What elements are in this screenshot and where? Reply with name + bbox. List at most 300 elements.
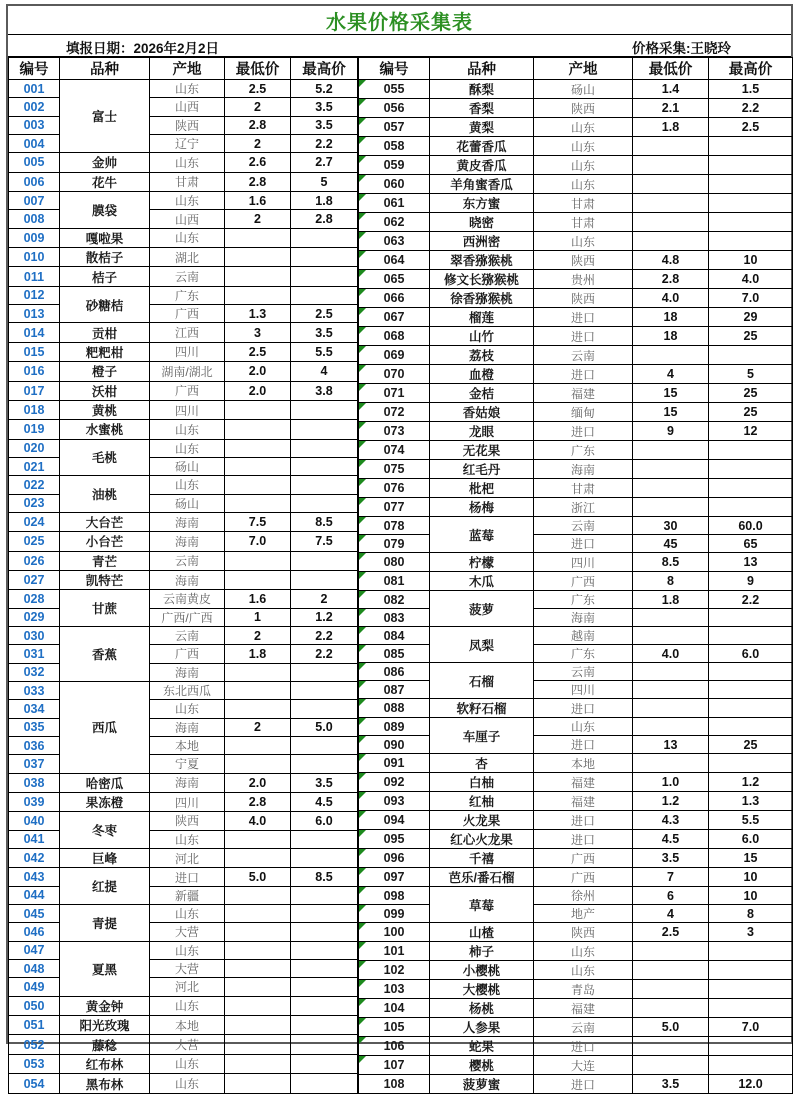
variety-cell[interactable]: 粑粑柑 bbox=[60, 342, 150, 361]
origin-cell[interactable]: 进口 bbox=[534, 365, 633, 384]
row-id-cell[interactable]: 039 bbox=[9, 792, 60, 811]
row-id-cell[interactable]: 077 bbox=[359, 498, 430, 517]
variety-cell[interactable]: 黑布林 bbox=[60, 1074, 150, 1094]
max-price-cell[interactable]: 60.0 bbox=[709, 517, 793, 535]
origin-cell[interactable]: 山东 bbox=[150, 905, 225, 923]
row-id-cell[interactable]: 107 bbox=[359, 1056, 430, 1075]
min-price-cell[interactable] bbox=[633, 1056, 709, 1075]
origin-cell[interactable]: 云南 bbox=[150, 551, 225, 570]
origin-cell[interactable]: 广东 bbox=[534, 645, 633, 663]
max-price-cell[interactable] bbox=[291, 941, 358, 959]
origin-cell[interactable]: 辽宁 bbox=[150, 134, 225, 152]
max-price-cell[interactable] bbox=[291, 663, 358, 681]
row-id-cell[interactable]: 014 bbox=[9, 323, 60, 342]
row-id-cell[interactable]: 086 bbox=[359, 663, 430, 681]
row-id-cell[interactable]: 095 bbox=[359, 830, 430, 849]
origin-cell[interactable]: 大营 bbox=[150, 959, 225, 977]
min-price-cell[interactable]: 4.0 bbox=[225, 812, 291, 830]
row-id-cell[interactable]: 080 bbox=[359, 553, 430, 572]
variety-cell[interactable]: 凤梨 bbox=[430, 627, 534, 663]
variety-cell[interactable]: 柿子 bbox=[430, 942, 534, 961]
origin-cell[interactable]: 广东 bbox=[534, 591, 633, 609]
row-id-cell[interactable]: 103 bbox=[359, 980, 430, 999]
row-id-cell[interactable]: 088 bbox=[359, 699, 430, 718]
origin-cell[interactable]: 山东 bbox=[150, 941, 225, 959]
min-price-cell[interactable] bbox=[633, 609, 709, 627]
row-id-cell[interactable]: 029 bbox=[9, 608, 60, 626]
max-price-cell[interactable]: 5 bbox=[291, 172, 358, 191]
max-price-cell[interactable] bbox=[709, 942, 793, 961]
variety-cell[interactable]: 山竹 bbox=[430, 327, 534, 346]
variety-cell[interactable]: 青提 bbox=[60, 905, 150, 942]
min-price-cell[interactable] bbox=[633, 156, 709, 175]
row-id-cell[interactable]: 072 bbox=[359, 403, 430, 422]
origin-cell[interactable]: 山东 bbox=[534, 175, 633, 194]
variety-cell[interactable]: 毛桃 bbox=[60, 439, 150, 476]
min-price-cell[interactable] bbox=[633, 942, 709, 961]
max-price-cell[interactable]: 4.5 bbox=[291, 792, 358, 811]
row-id-cell[interactable]: 083 bbox=[359, 609, 430, 627]
max-price-cell[interactable]: 10 bbox=[709, 868, 793, 887]
origin-cell[interactable]: 山东 bbox=[150, 1074, 225, 1094]
max-price-cell[interactable]: 2.5 bbox=[291, 305, 358, 323]
min-price-cell[interactable]: 1.8 bbox=[633, 118, 709, 137]
max-price-cell[interactable] bbox=[709, 1037, 793, 1056]
row-id-cell[interactable]: 104 bbox=[359, 999, 430, 1018]
min-price-cell[interactable] bbox=[225, 286, 291, 304]
max-price-cell[interactable]: 8.5 bbox=[291, 512, 358, 531]
origin-cell[interactable]: 陕西 bbox=[534, 289, 633, 308]
variety-cell[interactable]: 蛇果 bbox=[430, 1037, 534, 1056]
origin-cell[interactable]: 山东 bbox=[150, 80, 225, 98]
variety-cell[interactable]: 山楂 bbox=[430, 923, 534, 942]
min-price-cell[interactable]: 1.2 bbox=[633, 792, 709, 811]
row-id-cell[interactable]: 025 bbox=[9, 532, 60, 551]
origin-cell[interactable]: 广西 bbox=[150, 381, 225, 400]
row-id-cell[interactable]: 018 bbox=[9, 400, 60, 419]
row-id-cell[interactable]: 019 bbox=[9, 420, 60, 439]
variety-cell[interactable]: 软籽石榴 bbox=[430, 699, 534, 718]
origin-cell[interactable]: 山东 bbox=[150, 153, 225, 172]
max-price-cell[interactable] bbox=[709, 609, 793, 627]
max-price-cell[interactable] bbox=[709, 441, 793, 460]
origin-cell[interactable]: 山东 bbox=[150, 420, 225, 439]
row-id-cell[interactable]: 069 bbox=[359, 346, 430, 365]
max-price-cell[interactable] bbox=[709, 460, 793, 479]
variety-cell[interactable]: 油桃 bbox=[60, 476, 150, 513]
origin-cell[interactable]: 河北 bbox=[150, 978, 225, 996]
max-price-cell[interactable]: 1.2 bbox=[291, 608, 358, 626]
max-price-cell[interactable] bbox=[291, 978, 358, 996]
origin-cell[interactable]: 福建 bbox=[534, 773, 633, 792]
origin-cell[interactable]: 山东 bbox=[534, 156, 633, 175]
origin-cell[interactable]: 海南 bbox=[150, 773, 225, 792]
min-price-cell[interactable]: 2.0 bbox=[225, 362, 291, 381]
max-price-cell[interactable]: 3.5 bbox=[291, 773, 358, 792]
max-price-cell[interactable]: 1.5 bbox=[709, 80, 793, 99]
row-id-cell[interactable]: 100 bbox=[359, 923, 430, 942]
origin-cell[interactable]: 山东 bbox=[150, 439, 225, 457]
min-price-cell[interactable] bbox=[633, 961, 709, 980]
max-price-cell[interactable] bbox=[291, 736, 358, 754]
row-id-cell[interactable]: 079 bbox=[359, 535, 430, 553]
row-id-cell[interactable]: 058 bbox=[359, 137, 430, 156]
min-price-cell[interactable] bbox=[225, 551, 291, 570]
min-price-cell[interactable] bbox=[225, 248, 291, 267]
variety-cell[interactable]: 砂糖桔 bbox=[60, 286, 150, 323]
variety-cell[interactable]: 富士 bbox=[60, 80, 150, 153]
min-price-cell[interactable] bbox=[633, 999, 709, 1018]
row-id-cell[interactable]: 046 bbox=[9, 923, 60, 941]
min-price-cell[interactable]: 1 bbox=[225, 608, 291, 626]
origin-cell[interactable]: 进口 bbox=[150, 868, 225, 886]
origin-cell[interactable]: 进口 bbox=[534, 811, 633, 830]
origin-cell[interactable]: 砀山 bbox=[150, 494, 225, 512]
variety-cell[interactable]: 西洲密 bbox=[430, 232, 534, 251]
variety-cell[interactable]: 藤稔 bbox=[60, 1035, 150, 1054]
row-id-cell[interactable]: 052 bbox=[9, 1035, 60, 1054]
max-price-cell[interactable]: 8.5 bbox=[291, 868, 358, 886]
max-price-cell[interactable]: 2.7 bbox=[291, 153, 358, 172]
row-id-cell[interactable]: 056 bbox=[359, 99, 430, 118]
min-price-cell[interactable] bbox=[633, 479, 709, 498]
min-price-cell[interactable] bbox=[225, 848, 291, 867]
row-id-cell[interactable]: 106 bbox=[359, 1037, 430, 1056]
origin-cell[interactable]: 东北西瓜 bbox=[150, 681, 225, 699]
min-price-cell[interactable]: 1.0 bbox=[633, 773, 709, 792]
row-id-cell[interactable]: 034 bbox=[9, 700, 60, 718]
variety-cell[interactable]: 千禧 bbox=[430, 849, 534, 868]
origin-cell[interactable]: 甘肃 bbox=[534, 194, 633, 213]
origin-cell[interactable]: 浙江 bbox=[534, 498, 633, 517]
variety-cell[interactable]: 红心火龙果 bbox=[430, 830, 534, 849]
max-price-cell[interactable] bbox=[291, 439, 358, 457]
origin-cell[interactable]: 云南 bbox=[534, 346, 633, 365]
max-price-cell[interactable]: 3.5 bbox=[291, 98, 358, 116]
origin-cell[interactable]: 海南 bbox=[534, 460, 633, 479]
row-id-cell[interactable]: 068 bbox=[359, 327, 430, 346]
max-price-cell[interactable] bbox=[291, 476, 358, 494]
origin-cell[interactable]: 大连 bbox=[534, 1056, 633, 1075]
variety-cell[interactable]: 车厘子 bbox=[430, 718, 534, 754]
min-price-cell[interactable] bbox=[225, 941, 291, 959]
origin-cell[interactable]: 山东 bbox=[150, 1054, 225, 1073]
max-price-cell[interactable]: 2.2 bbox=[291, 626, 358, 644]
min-price-cell[interactable]: 3.5 bbox=[633, 1075, 709, 1094]
min-price-cell[interactable] bbox=[225, 886, 291, 904]
min-price-cell[interactable]: 2.8 bbox=[225, 792, 291, 811]
origin-cell[interactable]: 进口 bbox=[534, 1037, 633, 1056]
min-price-cell[interactable] bbox=[225, 755, 291, 773]
min-price-cell[interactable]: 4 bbox=[633, 365, 709, 384]
origin-cell[interactable]: 本地 bbox=[150, 736, 225, 754]
origin-cell[interactable]: 进口 bbox=[534, 327, 633, 346]
variety-cell[interactable]: 香姑娘 bbox=[430, 403, 534, 422]
max-price-cell[interactable] bbox=[291, 267, 358, 286]
variety-cell[interactable]: 杏 bbox=[430, 754, 534, 773]
row-id-cell[interactable]: 066 bbox=[359, 289, 430, 308]
row-id-cell[interactable]: 044 bbox=[9, 886, 60, 904]
origin-cell[interactable]: 湖北 bbox=[150, 248, 225, 267]
max-price-cell[interactable] bbox=[291, 1054, 358, 1073]
max-price-cell[interactable] bbox=[291, 905, 358, 923]
min-price-cell[interactable] bbox=[633, 754, 709, 773]
row-id-cell[interactable]: 026 bbox=[9, 551, 60, 570]
min-price-cell[interactable] bbox=[225, 905, 291, 923]
row-id-cell[interactable]: 093 bbox=[359, 792, 430, 811]
origin-cell[interactable]: 广西 bbox=[534, 849, 633, 868]
variety-cell[interactable]: 红毛丹 bbox=[430, 460, 534, 479]
variety-cell[interactable]: 蓝莓 bbox=[430, 517, 534, 553]
variety-cell[interactable]: 红柚 bbox=[430, 792, 534, 811]
max-price-cell[interactable] bbox=[709, 681, 793, 699]
variety-cell[interactable]: 冬枣 bbox=[60, 812, 150, 849]
row-id-cell[interactable]: 070 bbox=[359, 365, 430, 384]
min-price-cell[interactable] bbox=[225, 457, 291, 475]
min-price-cell[interactable] bbox=[225, 439, 291, 457]
origin-cell[interactable]: 云南 bbox=[534, 1018, 633, 1037]
min-price-cell[interactable]: 9 bbox=[633, 422, 709, 441]
row-id-cell[interactable]: 085 bbox=[359, 645, 430, 663]
row-id-cell[interactable]: 020 bbox=[9, 439, 60, 457]
origin-cell[interactable]: 广西 bbox=[150, 305, 225, 323]
min-price-cell[interactable]: 4.8 bbox=[633, 251, 709, 270]
min-price-cell[interactable]: 1.6 bbox=[225, 590, 291, 608]
min-price-cell[interactable]: 7.5 bbox=[225, 512, 291, 531]
variety-cell[interactable]: 酥梨 bbox=[430, 80, 534, 99]
row-id-cell[interactable]: 037 bbox=[9, 755, 60, 773]
min-price-cell[interactable] bbox=[225, 1074, 291, 1094]
variety-cell[interactable]: 芭乐/番石榴 bbox=[430, 868, 534, 887]
min-price-cell[interactable]: 45 bbox=[633, 535, 709, 553]
row-id-cell[interactable]: 012 bbox=[9, 286, 60, 304]
origin-cell[interactable]: 云南 bbox=[150, 626, 225, 644]
variety-cell[interactable]: 菠萝蜜 bbox=[430, 1075, 534, 1094]
max-price-cell[interactable] bbox=[709, 479, 793, 498]
min-price-cell[interactable] bbox=[225, 996, 291, 1015]
origin-cell[interactable]: 进口 bbox=[534, 736, 633, 754]
max-price-cell[interactable]: 25 bbox=[709, 384, 793, 403]
origin-cell[interactable]: 广东 bbox=[150, 286, 225, 304]
max-price-cell[interactable] bbox=[709, 175, 793, 194]
origin-cell[interactable]: 地产 bbox=[534, 905, 633, 923]
max-price-cell[interactable] bbox=[291, 570, 358, 589]
row-id-cell[interactable]: 087 bbox=[359, 681, 430, 699]
max-price-cell[interactable]: 6.0 bbox=[709, 645, 793, 663]
max-price-cell[interactable]: 5 bbox=[709, 365, 793, 384]
origin-cell[interactable]: 海南 bbox=[534, 609, 633, 627]
min-price-cell[interactable] bbox=[633, 346, 709, 365]
row-id-cell[interactable]: 041 bbox=[9, 830, 60, 848]
origin-cell[interactable]: 福建 bbox=[534, 999, 633, 1018]
row-id-cell[interactable]: 099 bbox=[359, 905, 430, 923]
min-price-cell[interactable]: 1.4 bbox=[633, 80, 709, 99]
min-price-cell[interactable] bbox=[633, 175, 709, 194]
origin-cell[interactable]: 山东 bbox=[534, 718, 633, 736]
row-id-cell[interactable]: 108 bbox=[359, 1075, 430, 1094]
origin-cell[interactable]: 甘肃 bbox=[150, 172, 225, 191]
max-price-cell[interactable]: 15 bbox=[709, 849, 793, 868]
origin-cell[interactable]: 陕西 bbox=[534, 251, 633, 270]
row-id-cell[interactable]: 084 bbox=[359, 627, 430, 645]
max-price-cell[interactable]: 13 bbox=[709, 553, 793, 572]
origin-cell[interactable]: 云南 bbox=[150, 267, 225, 286]
max-price-cell[interactable]: 25 bbox=[709, 403, 793, 422]
origin-cell[interactable]: 大营 bbox=[150, 923, 225, 941]
min-price-cell[interactable] bbox=[225, 1035, 291, 1054]
origin-cell[interactable]: 四川 bbox=[534, 681, 633, 699]
variety-cell[interactable]: 菠萝 bbox=[430, 591, 534, 627]
row-id-cell[interactable]: 076 bbox=[359, 479, 430, 498]
row-id-cell[interactable]: 013 bbox=[9, 305, 60, 323]
origin-cell[interactable]: 本地 bbox=[534, 754, 633, 773]
row-id-cell[interactable]: 040 bbox=[9, 812, 60, 830]
row-id-cell[interactable]: 024 bbox=[9, 512, 60, 531]
row-id-cell[interactable]: 011 bbox=[9, 267, 60, 286]
origin-cell[interactable]: 山东 bbox=[150, 830, 225, 848]
row-id-cell[interactable]: 081 bbox=[359, 572, 430, 591]
min-price-cell[interactable] bbox=[225, 700, 291, 718]
origin-cell[interactable]: 山东 bbox=[534, 942, 633, 961]
max-price-cell[interactable] bbox=[709, 498, 793, 517]
min-price-cell[interactable] bbox=[633, 663, 709, 681]
origin-cell[interactable]: 广西 bbox=[534, 572, 633, 591]
variety-cell[interactable]: 黄梨 bbox=[430, 118, 534, 137]
min-price-cell[interactable] bbox=[633, 681, 709, 699]
origin-cell[interactable]: 广西 bbox=[150, 645, 225, 663]
max-price-cell[interactable] bbox=[291, 923, 358, 941]
variety-cell[interactable]: 荔枝 bbox=[430, 346, 534, 365]
min-price-cell[interactable]: 7.0 bbox=[225, 532, 291, 551]
row-id-cell[interactable]: 065 bbox=[359, 270, 430, 289]
min-price-cell[interactable]: 4.3 bbox=[633, 811, 709, 830]
variety-cell[interactable]: 橙子 bbox=[60, 362, 150, 381]
row-id-cell[interactable]: 090 bbox=[359, 736, 430, 754]
min-price-cell[interactable]: 1.8 bbox=[633, 591, 709, 609]
max-price-cell[interactable] bbox=[291, 681, 358, 699]
max-price-cell[interactable]: 10 bbox=[709, 887, 793, 905]
row-id-cell[interactable]: 009 bbox=[9, 228, 60, 247]
variety-cell[interactable]: 散桔子 bbox=[60, 248, 150, 267]
max-price-cell[interactable] bbox=[291, 457, 358, 475]
row-id-cell[interactable]: 043 bbox=[9, 868, 60, 886]
row-id-cell[interactable]: 004 bbox=[9, 134, 60, 152]
origin-cell[interactable]: 进口 bbox=[534, 699, 633, 718]
variety-cell[interactable]: 巨峰 bbox=[60, 848, 150, 867]
variety-cell[interactable]: 无花果 bbox=[430, 441, 534, 460]
origin-cell[interactable]: 缅甸 bbox=[534, 403, 633, 422]
min-price-cell[interactable]: 2.8 bbox=[633, 270, 709, 289]
origin-cell[interactable]: 山东 bbox=[150, 192, 225, 210]
max-price-cell[interactable] bbox=[709, 213, 793, 232]
max-price-cell[interactable] bbox=[709, 627, 793, 645]
min-price-cell[interactable]: 2 bbox=[225, 626, 291, 644]
min-price-cell[interactable]: 5.0 bbox=[633, 1018, 709, 1037]
origin-cell[interactable]: 广西 bbox=[534, 868, 633, 887]
max-price-cell[interactable]: 5.0 bbox=[291, 718, 358, 736]
row-id-cell[interactable]: 078 bbox=[359, 517, 430, 535]
min-price-cell[interactable] bbox=[225, 736, 291, 754]
row-id-cell[interactable]: 092 bbox=[359, 773, 430, 792]
origin-cell[interactable]: 进口 bbox=[534, 535, 633, 553]
max-price-cell[interactable]: 2.2 bbox=[709, 99, 793, 118]
variety-cell[interactable]: 东方蜜 bbox=[430, 194, 534, 213]
origin-cell[interactable]: 海南 bbox=[150, 532, 225, 551]
max-price-cell[interactable]: 8 bbox=[709, 905, 793, 923]
min-price-cell[interactable]: 2.8 bbox=[225, 172, 291, 191]
row-id-cell[interactable]: 067 bbox=[359, 308, 430, 327]
row-id-cell[interactable]: 105 bbox=[359, 1018, 430, 1037]
max-price-cell[interactable] bbox=[291, 248, 358, 267]
row-id-cell[interactable]: 028 bbox=[9, 590, 60, 608]
row-id-cell[interactable]: 005 bbox=[9, 153, 60, 172]
origin-cell[interactable]: 山东 bbox=[534, 961, 633, 980]
origin-cell[interactable]: 海南 bbox=[150, 512, 225, 531]
max-price-cell[interactable] bbox=[291, 1016, 358, 1035]
min-price-cell[interactable]: 2.0 bbox=[225, 381, 291, 400]
min-price-cell[interactable]: 2.5 bbox=[633, 923, 709, 942]
max-price-cell[interactable] bbox=[291, 400, 358, 419]
max-price-cell[interactable]: 2.8 bbox=[291, 210, 358, 228]
min-price-cell[interactable]: 4.0 bbox=[633, 645, 709, 663]
variety-cell[interactable]: 黄皮香瓜 bbox=[430, 156, 534, 175]
origin-cell[interactable]: 徐州 bbox=[534, 887, 633, 905]
max-price-cell[interactable]: 7.5 bbox=[291, 532, 358, 551]
row-id-cell[interactable]: 089 bbox=[359, 718, 430, 736]
max-price-cell[interactable] bbox=[709, 754, 793, 773]
min-price-cell[interactable]: 6 bbox=[633, 887, 709, 905]
min-price-cell[interactable] bbox=[225, 923, 291, 941]
variety-cell[interactable]: 花牛 bbox=[60, 172, 150, 191]
max-price-cell[interactable]: 3.5 bbox=[291, 116, 358, 134]
origin-cell[interactable]: 广东 bbox=[534, 441, 633, 460]
origin-cell[interactable]: 四川 bbox=[534, 553, 633, 572]
row-id-cell[interactable]: 031 bbox=[9, 645, 60, 663]
variety-cell[interactable]: 阳光玫瑰 bbox=[60, 1016, 150, 1035]
variety-cell[interactable]: 樱桃 bbox=[430, 1056, 534, 1075]
max-price-cell[interactable]: 25 bbox=[709, 327, 793, 346]
max-price-cell[interactable] bbox=[291, 959, 358, 977]
min-price-cell[interactable] bbox=[225, 663, 291, 681]
min-price-cell[interactable] bbox=[633, 441, 709, 460]
min-price-cell[interactable]: 5.0 bbox=[225, 868, 291, 886]
row-id-cell[interactable]: 101 bbox=[359, 942, 430, 961]
min-price-cell[interactable] bbox=[225, 570, 291, 589]
origin-cell[interactable]: 海南 bbox=[150, 718, 225, 736]
origin-cell[interactable]: 山东 bbox=[534, 232, 633, 251]
variety-cell[interactable]: 金桔 bbox=[430, 384, 534, 403]
min-price-cell[interactable]: 13 bbox=[633, 736, 709, 754]
max-price-cell[interactable]: 2.2 bbox=[291, 134, 358, 152]
origin-cell[interactable]: 山西 bbox=[150, 210, 225, 228]
max-price-cell[interactable]: 7.0 bbox=[709, 289, 793, 308]
min-price-cell[interactable]: 4.0 bbox=[633, 289, 709, 308]
origin-cell[interactable]: 山东 bbox=[534, 118, 633, 137]
row-id-cell[interactable]: 050 bbox=[9, 996, 60, 1015]
max-price-cell[interactable] bbox=[709, 718, 793, 736]
max-price-cell[interactable]: 5.5 bbox=[291, 342, 358, 361]
row-id-cell[interactable]: 075 bbox=[359, 460, 430, 479]
max-price-cell[interactable]: 5.2 bbox=[291, 80, 358, 98]
min-price-cell[interactable] bbox=[225, 1054, 291, 1073]
row-id-cell[interactable]: 064 bbox=[359, 251, 430, 270]
variety-cell[interactable]: 晓密 bbox=[430, 213, 534, 232]
origin-cell[interactable]: 山东 bbox=[150, 228, 225, 247]
min-price-cell[interactable] bbox=[225, 228, 291, 247]
row-id-cell[interactable]: 074 bbox=[359, 441, 430, 460]
origin-cell[interactable]: 进口 bbox=[534, 1075, 633, 1094]
min-price-cell[interactable]: 30 bbox=[633, 517, 709, 535]
